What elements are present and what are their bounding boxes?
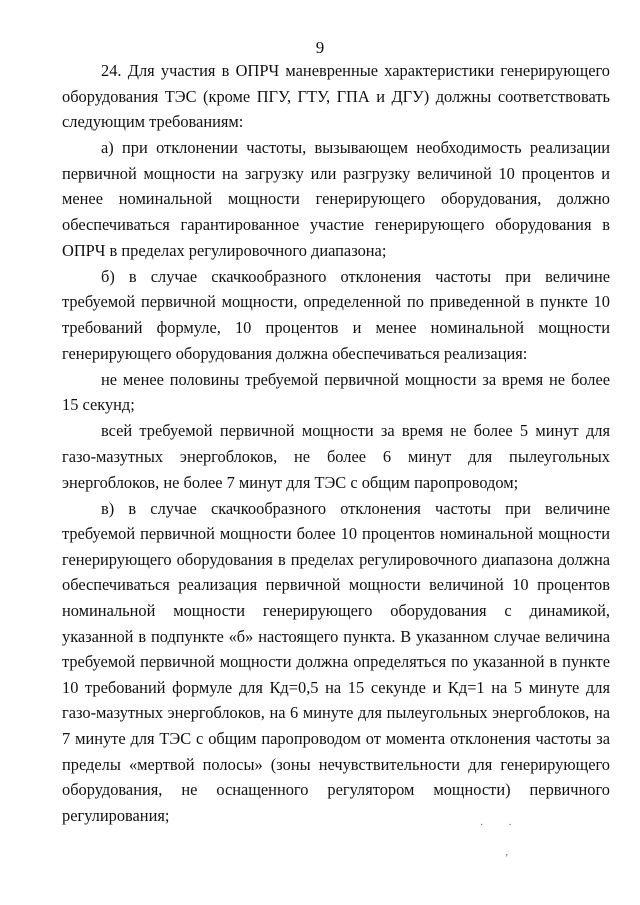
paragraph-b-half-power: не менее половины требуемой первичной мощности за время не более 15 секунд;	[62, 369, 610, 415]
scan-marks: · · ’	[480, 820, 512, 864]
paragraph-b-full-power: всей требуемой первичной мощности за время не более 5 минут для газо-мазутных энергоблоков, не более 6 минут для пылеугольных энергоблоков, не более 7 минут для ТЭС с общим паропроводом;	[62, 421, 610, 492]
paragraph-a: а) при отклонении частоты, вызывающем необходимость реализации первичной мощности на загрузку или разгрузку величиной 10 процентов и менее номинальной мощности генерирующего оборудования, должно обеспечиваться гарантированное участие генерирующего оборудования в ОПРЧ в пределах регулировочного диапазона;	[62, 138, 610, 260]
paragraph-24: 24. Для участия в ОПРЧ маневренные характеристики генерирующего оборудования ТЭС (кроме ПГУ, ГТУ, ГПА и ДГУ) должны соответствовать следующим требованиям:	[62, 61, 610, 132]
paragraph-v: в) в случае скачкообразного отклонения частоты при величине требуемой первичной мощности более 10 процентов номинальной мощности генерирующего оборудования в пределах регулировочного диапазона должна обеспечиваться реализация первичной мощности величиной 10 процентов номинальной мощности генерирующего оборудования с динамикой, указанной в подпункте «б» настоящего пункта. В указанном случае величина требуемой первичной мощности должна определяться по указанной в пункте 10 требований формуле для Кд=0,5 на 15 секунде и Кд=1 на 5 минуте для газо-мазутных энергоблоков, на 6 минуте для пылеугольных энергоблоков, на 7 минуте для ТЭС с общим паропроводом от момента отклонения частоты за пределы «мертвой полосы» (зоны нечувствительности для генерирующего оборудования, не оснащенного регулятором мощности) первичного регулирования;	[62, 498, 610, 825]
paragraph-b: б) в случае скачкообразного отклонения частоты при величине требуемой первичной мощности, определенной по приведенной в пункте 10 требований формуле, 10 процентов и менее номинальной мощности генерирующего оборудования должна обеспечиваться реализация:	[62, 266, 610, 363]
page-number: 9	[315, 38, 325, 57]
document-body	[62, 58, 610, 828]
